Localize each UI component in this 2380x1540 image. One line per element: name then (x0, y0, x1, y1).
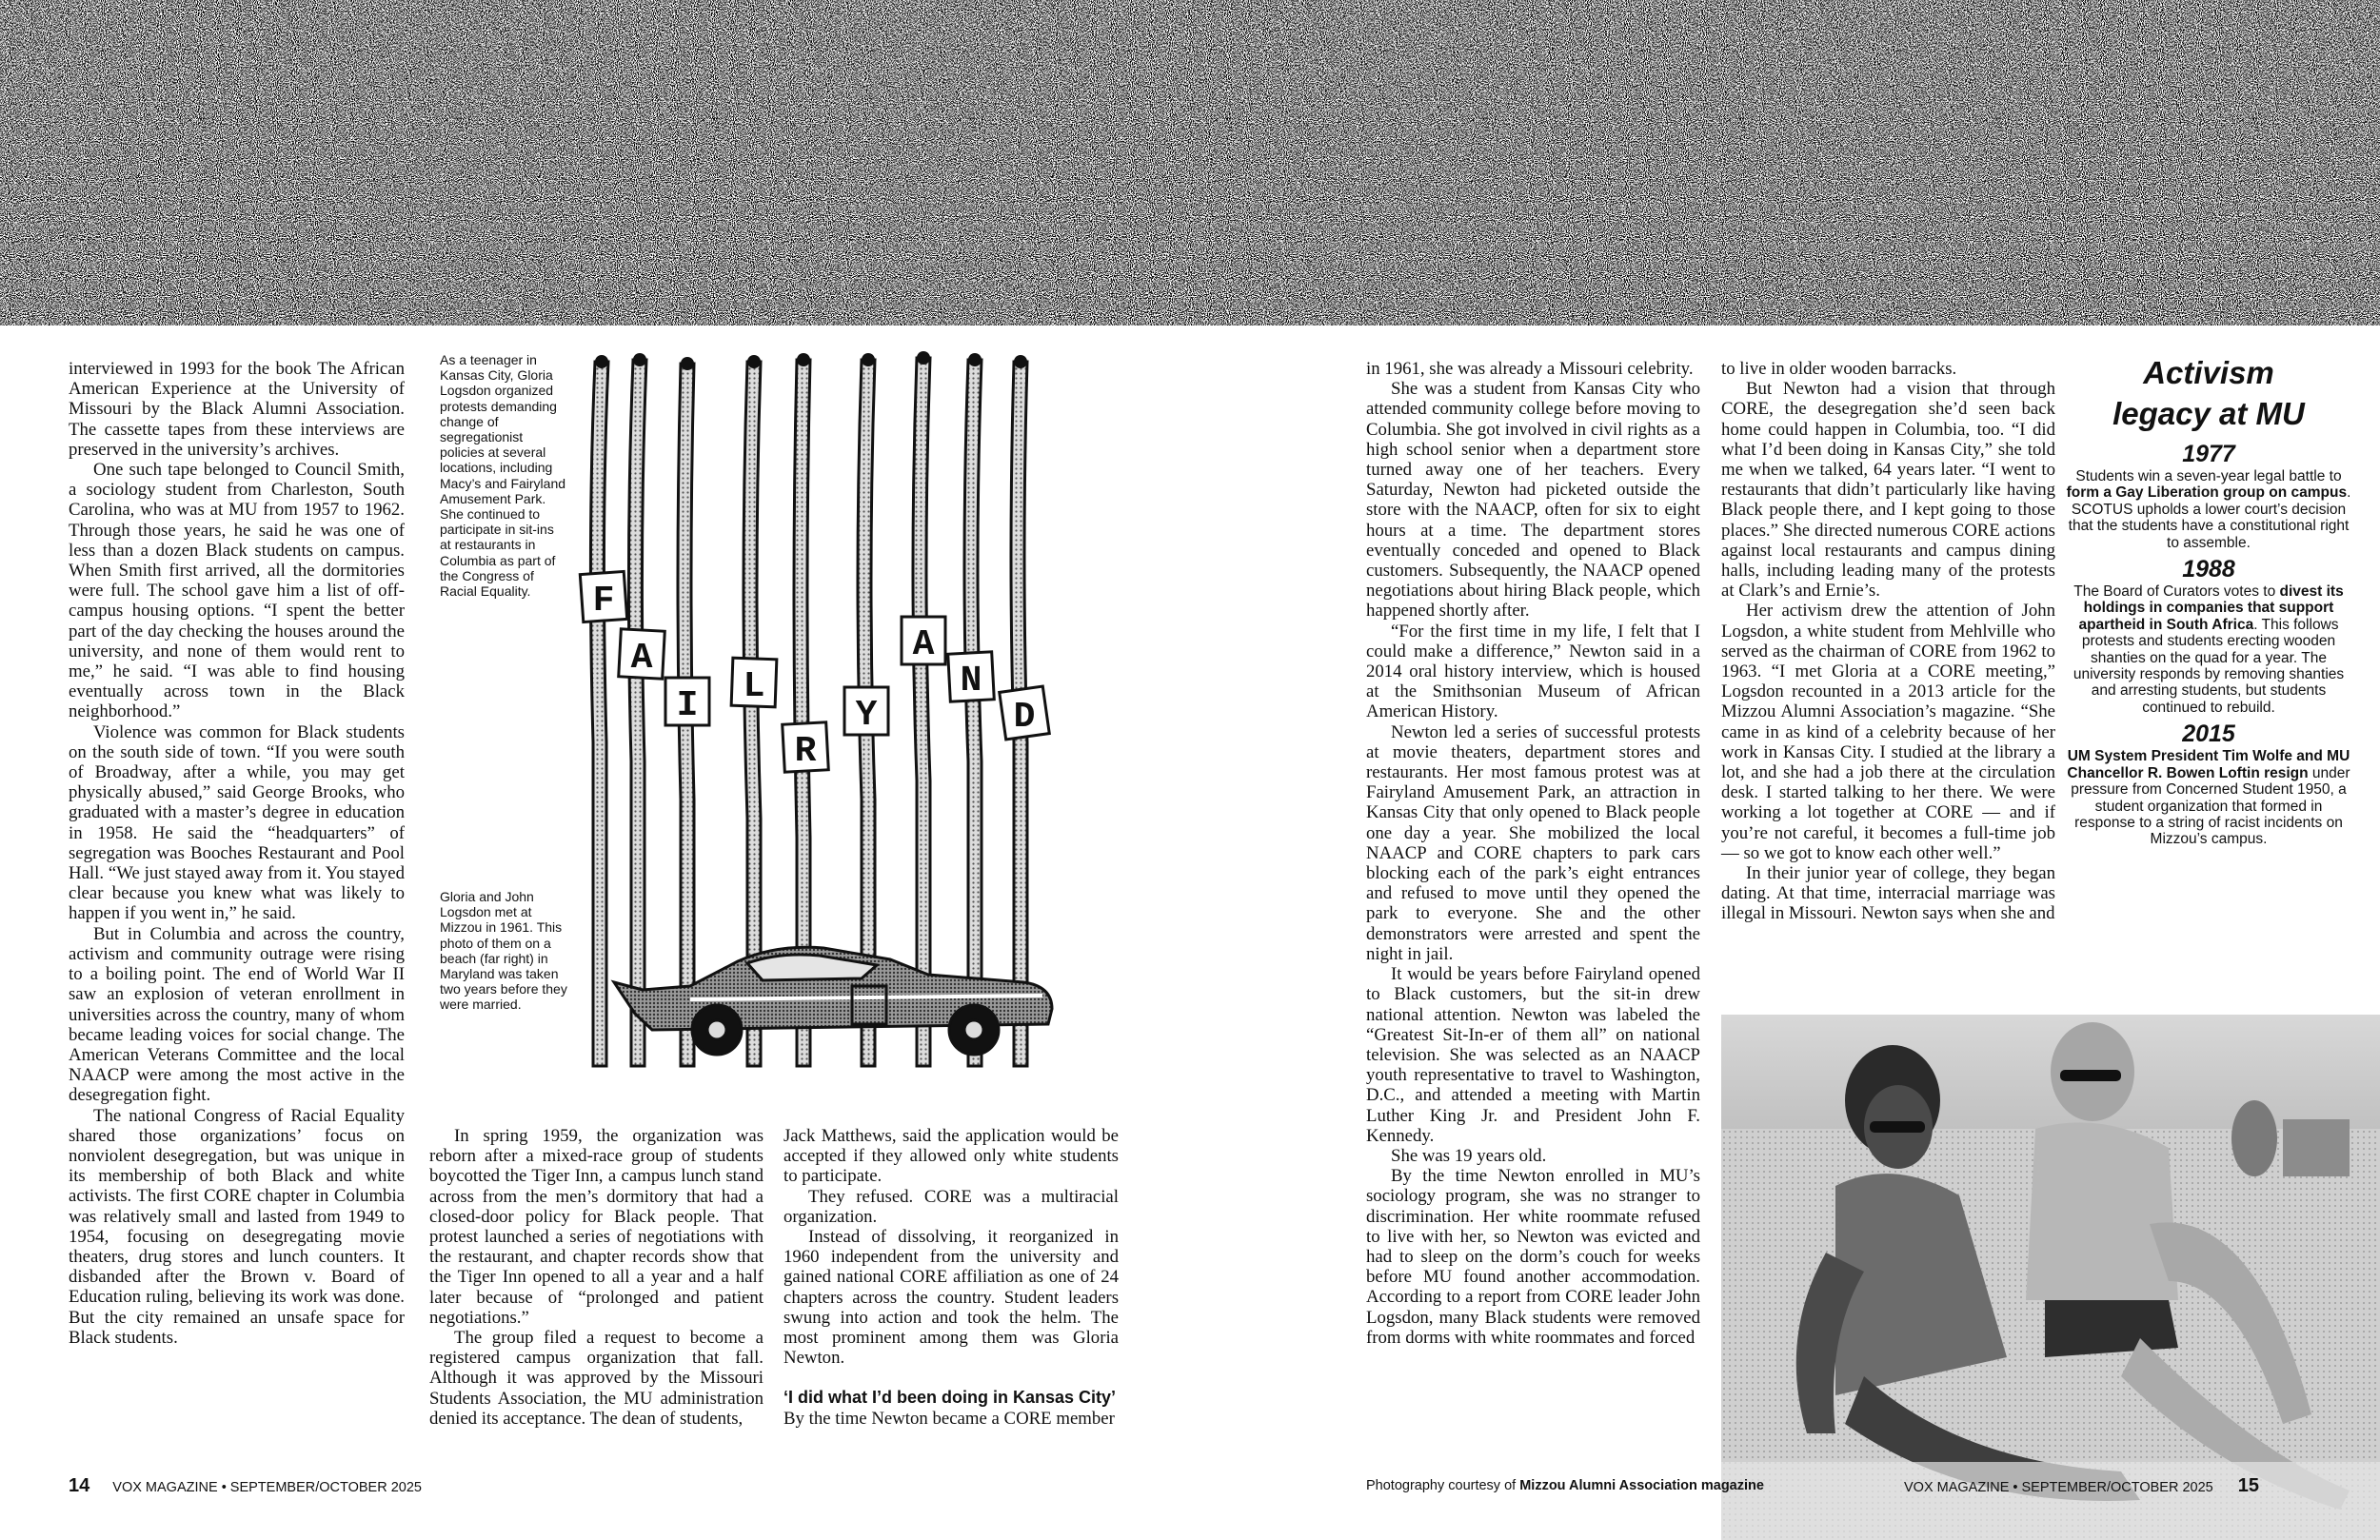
pole-cap (862, 353, 875, 366)
paragraph: Violence was common for Black students on the south side of town. “If you were south of Broadway, after a while, you may get physically abused,” said George Brooks, who graduated with a master’s degree in education in 1958. He said the “headquarters” of segregation was Booches Restaurant and Pool Hall. “We just stayed away from it. You stayed clear because you knew what was likely to happen if you went in,” he said. (69, 721, 405, 924)
paragraph: in 1961, she was already a Missouri celebrity. (1366, 359, 1694, 379)
pole-cap (917, 351, 930, 365)
footer-left (69, 1475, 422, 1497)
sign-pole (628, 360, 646, 1066)
timeline-year: 1977 (2182, 441, 2235, 467)
paragraph: interviewed in 1993 for the book The African American Experience at the University of Missouri by the Black Alumni Association. The cassette tapes from these interviews are preserved in the university’s archives. (69, 359, 405, 460)
illustration-caption-bottom: Gloria and John Logsdon met at Mizzou in 1961. This photo of them on a beach (far right) in Maryland was taken two years before they were married. (440, 889, 567, 1013)
sign-pole (913, 358, 930, 1066)
timeline-year: 2015 (2182, 721, 2235, 748)
sign-letter: N (960, 661, 982, 701)
sign-letter: L (743, 666, 765, 707)
pole-cap (681, 357, 694, 370)
pole-cap (595, 355, 608, 368)
sign-letter: F (592, 581, 615, 622)
timeline-year: 1988 (2182, 556, 2235, 583)
paragraph: But Newton had a vision that through CORE, the desegregation she’d seen back home could happen in Columbia, too. “I did what I’d been doing in Kansas City,” she told me when we talked, 64 years later. “I went to restaurants that didn’t particularly like having Black people there, and I kept going to those places.” She directed numerous CORE actions against local restaurants and campus dining halls, including leading many of the protests at Clark’s and Ernie’s. (1721, 379, 2055, 602)
paragraph: In their junior year of college, they began dating. At that time, interracial marriage was illegal in Missouri. Newton says when she and (1721, 863, 2055, 924)
paragraph: Jack Matthews, said the application would be accepted if they allowed only white students to participate. (783, 1126, 1119, 1187)
sign-letter: A (630, 638, 653, 679)
paragraph: In spring 1959, the organization was reborn after a mixed-race group of students boycotted the Tiger Inn, a campus lunch stand across from the men’s dormitory that had a closed-door policy for Black people. That protest launched a series of negotiations with the restaurant, and chapter records show that the Tiger Inn opened to all a year and a half later because of “prolonged and patient negotiations.” (429, 1126, 764, 1328)
sign-letter: I (676, 685, 699, 726)
paragraph: She was a student from Kansas City who attended community college before moving to Columbia. She got involved in civil rights as a high school senior when a department store turned away one of her teachers. Every Saturday, Newton had picketed outside the store with the NAACP, often for six to eight hours at a time. The department stores eventually conceded and opened to Black customers. Subsequently, the NAACP opened negotiations about hiring Black people, which happened shortly after. (1366, 379, 1700, 622)
timeline-description: UM System President Tim Wolfe and MU Chancellor R. Bowen Loftin resign under pressure from Concerned Student 1950, a student organization that formed in response to a string of racist incidents on Mizzou’s campus. (2067, 748, 2350, 848)
magazine-issue: VOX MAGAZINE • SEPTEMBER/OCTOBER 2025 (1904, 1480, 2213, 1495)
illustration-caption-top: As a teenager in Kansas City, Gloria Logsdon organized protests demanding change of segregationist policies at several locations, including Macy’s and Fairyland Amusement Park. She continued to participate in sit-ins at restaurants in Columbia as part of the Congress of Racial Equality. (440, 352, 566, 600)
paragraph: Instead of dissolving, it reorganized in 1960 independent from the university and gained national CORE affiliation as one of 24 chapters across the country. Student leaders swung into action and took the helm. The most prominent among them was Gloria Newton. (783, 1227, 1119, 1369)
paragraph: But in Columbia and across the country, activism and community outrage were rising to a boiling point. The end of World War II saw an explosion of veteran enrollment in universities across the country, many of whom became leading voices for social change. The American Veterans Committee and the local NAACP were among the most active in the desegregation fight. (69, 923, 405, 1106)
beach-photo (1721, 1015, 2380, 1540)
right-body-column-1 (1366, 359, 1700, 1348)
paragraph: to live in older wooden barracks. (1721, 359, 1957, 379)
left-body-column-1 (69, 359, 405, 1348)
pole-cap (1014, 355, 1027, 368)
footer-right (1904, 1475, 2259, 1497)
sign-pole (590, 362, 608, 1066)
left-body-column-3 (783, 1126, 1119, 1429)
sign-pole (964, 360, 982, 1066)
right-body-column-2 (1721, 359, 2055, 924)
paragraph: By the time Newton enrolled in MU’s sociology program, she was no stranger to discrimination. Her white roommate refused to live with her, so Newton was evicted and had to sleep on the dorm’s couch for weeks before MU found another accommodation. According to a report from CORE leader John Logsdon, many Black students were removed from dorms with white roommates and forced (1366, 1166, 1700, 1348)
page-number: 15 (2237, 1475, 2259, 1496)
paragraph: Newton led a series of successful protests at movie theaters, department stores and restaurants. Her most famous protest was at Fairyland Amusement Park, an attraction in Kansas City that only opened to Black people one day a year. She mobilized the local NAACP and CORE chapters to park cars blocking each of the park’s eight entrances and refused to move until they opened the park to everyone. She and the other demonstrators were arrested and spent the night in jail. (1366, 721, 1700, 964)
paragraph: By the time Newton became a CORE member (783, 1408, 1115, 1429)
page-number: 14 (69, 1475, 90, 1496)
paragraph: The group filed a request to become a registered campus organization that fall. Although it was approved by the Missouri Students Association, the MU administration denied its acceptance. The dean of students, (429, 1328, 764, 1429)
timeline-description: The Board of Curators votes to divest its holdings in companies that support apartheid in South Africa. This follows protests and students erecting wooden shanties on the quad for a year. The university responds by removing shanties and arresting students, but students continued to rebuild. (2073, 583, 2345, 716)
section-subhead: ‘I did what I’d been doing in Kansas City’ (783, 1388, 1117, 1408)
sign-letter: R (794, 731, 817, 772)
magazine-issue: VOX MAGAZINE • SEPTEMBER/OCTOBER 2025 (112, 1480, 422, 1495)
fairyland-sign-illustration (576, 343, 1147, 1104)
paragraph: “For the first time in my life, I felt that I could make a difference,” Newton said in a 2014 oral history interview, which is housed at the Smithsonian Museum of African American History. (1366, 621, 1700, 722)
sign-letter: Y (855, 695, 878, 736)
timeline-description: Students win a seven-year legal battle to form a Gay Liberation group on campus. SCOTUS upholds a lower court’s decision that the students have a constitutional right to assemble. (2066, 468, 2351, 551)
activism-legacy-sidebar (2066, 352, 2351, 854)
pole-cap (797, 353, 810, 366)
left-body-column-2 (429, 1126, 764, 1429)
pole-cap (633, 353, 646, 366)
paragraph: The national Congress of Racial Equality shared those organizations’ focus on nonviolent desegregation, but was unique in its membership of both Black and white activists. The first CORE chapter in Columbia was relatively small and lasted from 1949 to 1954, focusing on desegregating movie theaters, drug stores and lunch counters. It disbanded after the Brown v. Board of Education ruling, believing its work was done. But the city remained an unsafe space for Black students. (69, 1105, 405, 1348)
pole-cap (747, 355, 761, 368)
photo-credit: Photography courtesy of Mizzou Alumni Association magazine (1366, 1478, 1764, 1493)
sign-letter: A (912, 624, 935, 665)
paragraph: They refused. CORE was a multiracial organization. (783, 1186, 1119, 1227)
paragraph: She was 19 years old. (1391, 1145, 1547, 1166)
paragraph: Her activism drew the attention of John Logsdon, a white student from Mehlville who served as the chairman of CORE from 1962 to 1963. “I met Gloria at a CORE meeting,” Logsdon recounted in a 2013 article for the Mizzou Alumni Association’s magazine. “She came in as kind of a celebrity because of her work in Kansas City. I studied at the library a lot, and she had a job there at the circulation desk. I started talking to her there. We were working a lot together at CORE — and if you’re not careful, it becomes a full-time job — so we got to know each other well.” (1721, 601, 2055, 863)
paragraph: It would be years before Fairyland opened to Black customers, but the sit-in drew national attention. Newton was labeled the “Greatest Sit-In-er of them all” on national television. She was selected as an NAACP youth representative to travel to Washington, D.C., and attended a meeting with Martin Luther King Jr. and President John F. Kennedy. (1366, 964, 1700, 1146)
noise-header-band (0, 0, 2380, 326)
pole-cap (968, 353, 982, 366)
sign-letter: D (1013, 697, 1036, 738)
sidebar-title: Activism legacy at MU (2112, 355, 2305, 431)
paragraph: One such tape belonged to Council Smith, a sociology student from Charleston, South Carolina, who was at MU from 1957 to 1962. Through those years, he said he was one of less than a dozen Black students on campus. When Smith first arrived, all the dormitories were full. The school gave him a list of off-campus housing options. “I spent the better part of the day checking the houses around the university, and none of them would rent to me,” he said. “I was able to find housing eventually across town in the Black neighborhood.” (69, 460, 405, 722)
